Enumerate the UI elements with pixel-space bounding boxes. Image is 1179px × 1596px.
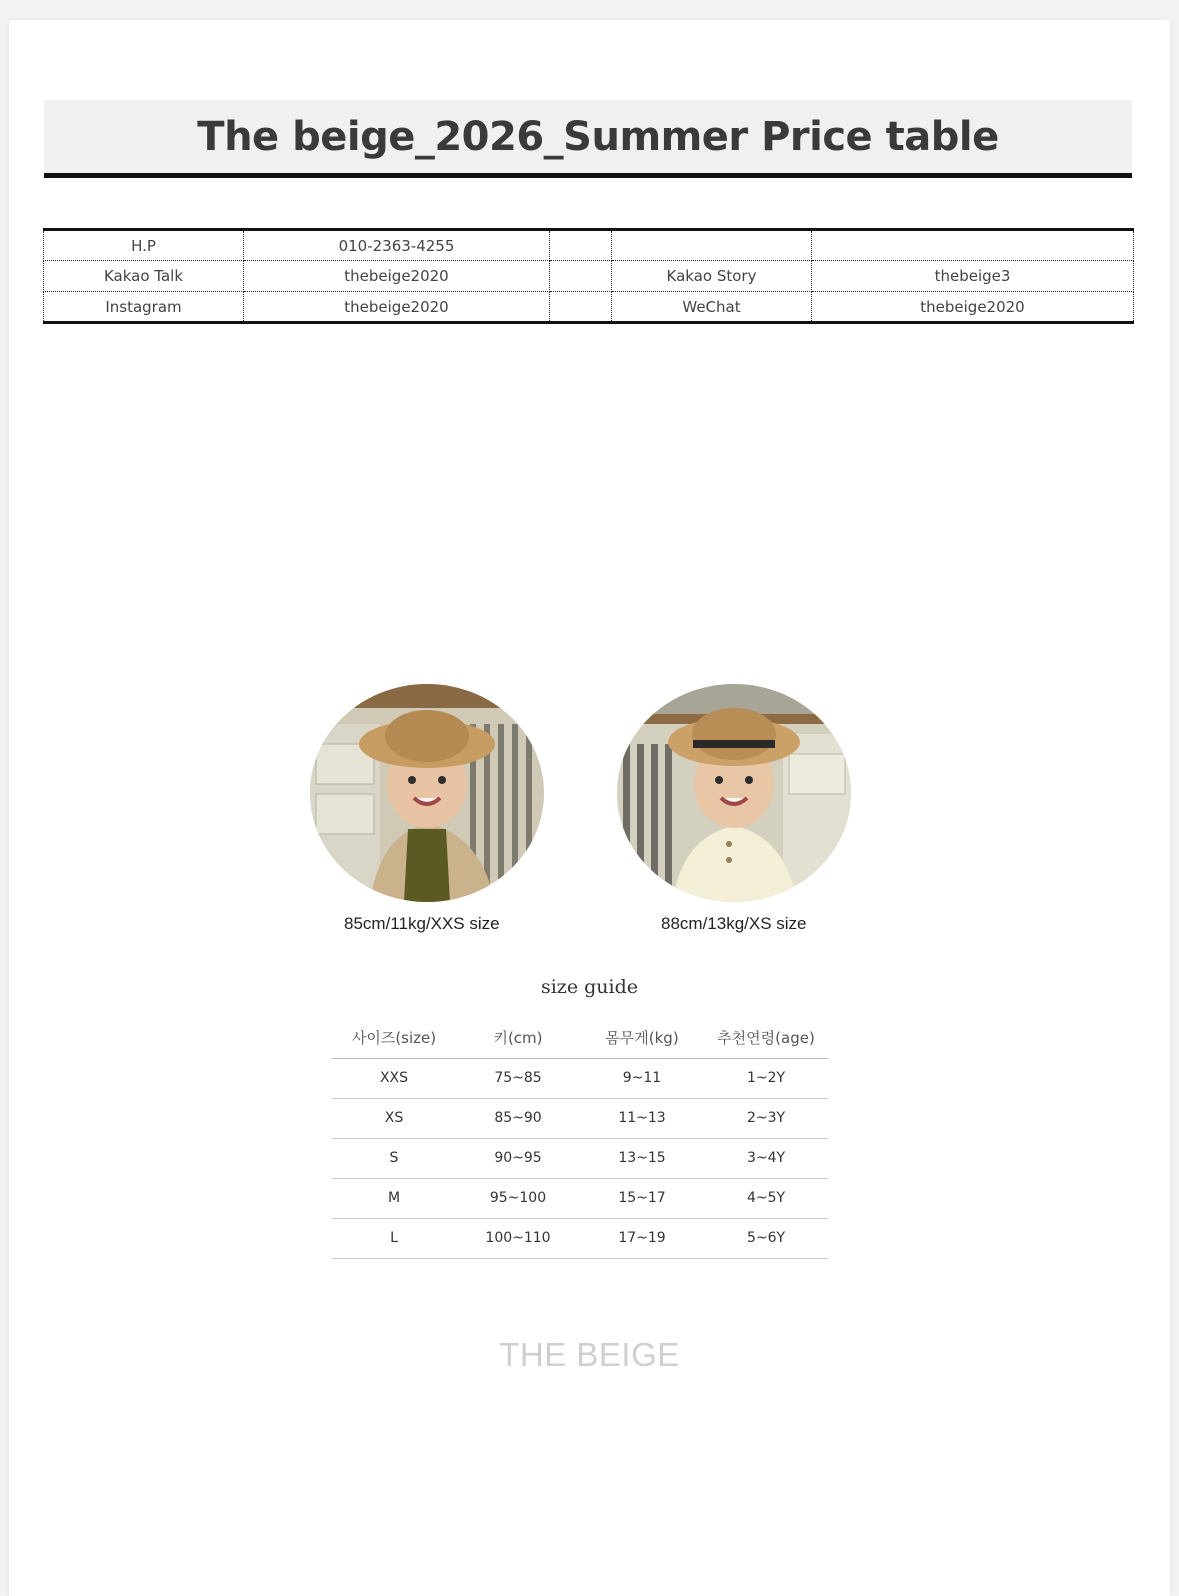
- contact-label: Kakao Talk: [44, 261, 244, 292]
- contact-value: thebeige3: [812, 261, 1134, 292]
- contact-value: [812, 230, 1134, 261]
- contact-label: [612, 230, 812, 261]
- cell-size: XXS: [332, 1058, 456, 1098]
- header-height: 키(cm): [456, 1018, 580, 1058]
- cell-size: M: [332, 1178, 456, 1218]
- contact-spacer: [550, 230, 612, 261]
- photo-caption-xs: 88cm/13kg/XS size: [661, 914, 807, 933]
- child-photo-xs: [617, 684, 851, 902]
- cell-age: 1~2Y: [704, 1058, 828, 1098]
- title-band: [44, 100, 1132, 178]
- cell-weight: 13~15: [580, 1138, 704, 1178]
- contact-row-kakao: [44, 261, 1134, 292]
- cell-size: L: [332, 1218, 456, 1258]
- cell-height: 85~90: [456, 1098, 580, 1138]
- contact-spacer: [550, 292, 612, 323]
- child-photo-xxs: [310, 684, 544, 902]
- header-weight: 몸무게(kg): [580, 1018, 704, 1058]
- photo-caption-xxs: 85cm/11kg/XXS size: [344, 914, 500, 933]
- contact-label: Kakao Story: [612, 261, 812, 292]
- cell-age: 2~3Y: [704, 1098, 828, 1138]
- cell-size: XS: [332, 1098, 456, 1138]
- cell-height: 75~85: [456, 1058, 580, 1098]
- brand-logo-text: THE BEIGE: [499, 1336, 680, 1373]
- cell-age: 3~4Y: [704, 1138, 828, 1178]
- cell-height: 100~110: [456, 1218, 580, 1258]
- contact-table: [43, 228, 1134, 324]
- table-row: [332, 1178, 828, 1218]
- cell-size: S: [332, 1138, 456, 1178]
- page-title: The beige_2026_Summer Price table: [197, 113, 999, 160]
- cell-weight: 9~11: [580, 1058, 704, 1098]
- table-row: [332, 1218, 828, 1258]
- contact-value: thebeige2020: [244, 292, 550, 323]
- cell-age: 5~6Y: [704, 1218, 828, 1258]
- contact-spacer: [550, 261, 612, 292]
- cell-height: 90~95: [456, 1138, 580, 1178]
- cell-weight: 15~17: [580, 1178, 704, 1218]
- table-row: [332, 1058, 828, 1098]
- contact-value: 010-2363-4255: [244, 230, 550, 261]
- size-guide-table: [332, 1018, 828, 1259]
- cell-weight: 11~13: [580, 1098, 704, 1138]
- size-guide-header-row: [332, 1018, 828, 1058]
- contact-row-hp: [44, 230, 1134, 261]
- header-size: 사이즈(size): [332, 1018, 456, 1058]
- table-row: [332, 1098, 828, 1138]
- size-guide-title: size guide: [540, 976, 638, 998]
- contact-label: H.P: [44, 230, 244, 261]
- contact-label: WeChat: [612, 292, 812, 323]
- contact-row-instagram: [44, 292, 1134, 323]
- contact-label: Instagram: [44, 292, 244, 323]
- contact-value: thebeige2020: [812, 292, 1134, 323]
- cell-age: 4~5Y: [704, 1178, 828, 1218]
- table-row: [332, 1138, 828, 1178]
- cell-height: 95~100: [456, 1178, 580, 1218]
- cell-weight: 17~19: [580, 1218, 704, 1258]
- header-age: 추천연령(age): [704, 1018, 828, 1058]
- contact-value: thebeige2020: [244, 261, 550, 292]
